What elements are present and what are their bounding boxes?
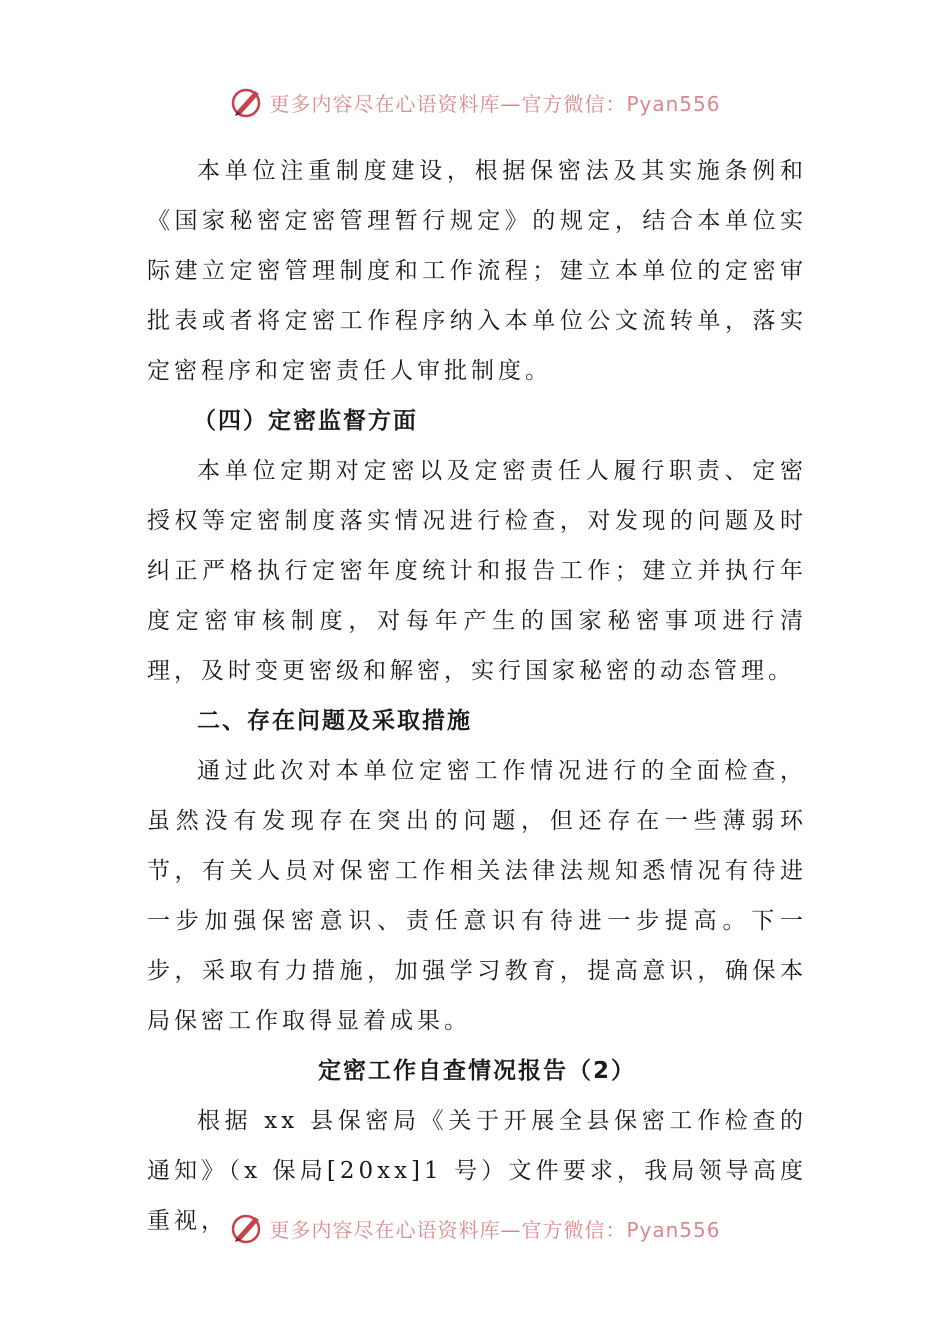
watermark-text: 更多内容尽在心语资料库—官方微信：Pyan556 [269, 91, 721, 116]
document-body [147, 146, 807, 1246]
pen-circle-logo-icon [229, 84, 265, 120]
report-title: 定密工作自查情况报告（2） [317, 1058, 636, 1084]
section-heading-problems: 二、存在问题及采取措施 [197, 708, 472, 734]
watermark-text: 更多内容尽在心语资料库—官方微信：Pyan556 [269, 1217, 721, 1242]
section-heading-supervision: （四）定密监督方面 [193, 408, 418, 434]
watermark-footer [0, 1208, 950, 1248]
paragraph-report-intro: 根据 xx 县保密局《关于开展全县保密工作检查的通知》（x 保局[20xx]1 号）文件要求，我局领导高度重视， [147, 1108, 807, 1234]
paragraph-problems: 通过此次对本单位定密工作情况进行的全面检查，虽然没有发现存在突出的问题，但还存在一些薄弱环节，有关人员对保密工作相关法律法规知悉情况有待进一步加强保密意识、责任意识有待进一步提高。下一步，采取有力措施，加强学习教育，提高意识，确保本局保密工作取得显着成果。 [147, 758, 807, 1034]
watermark-header [0, 82, 950, 122]
paragraph-supervision: 本单位定期对定密以及定密责任人履行职责、定密授权等定密制度落实情况进行检查，对发现的问题及时纠正严格执行定密年度统计和报告工作；建立并执行年度定密审核制度，对每年产生的国家秘密事项进行清理，及时变更密级和解密，实行国家秘密的动态管理。 [147, 458, 807, 684]
pen-circle-logo-icon [229, 1210, 265, 1246]
paragraph-system-building: 本单位注重制度建设，根据保密法及其实施条例和《国家秘密定密管理暂行规定》的规定，结合本单位实际建立定密管理制度和工作流程；建立本单位的定密审批表或者将定密工作程序纳入本单位公文流转单，落实定密程序和定密责任人审批制度。 [147, 158, 807, 384]
